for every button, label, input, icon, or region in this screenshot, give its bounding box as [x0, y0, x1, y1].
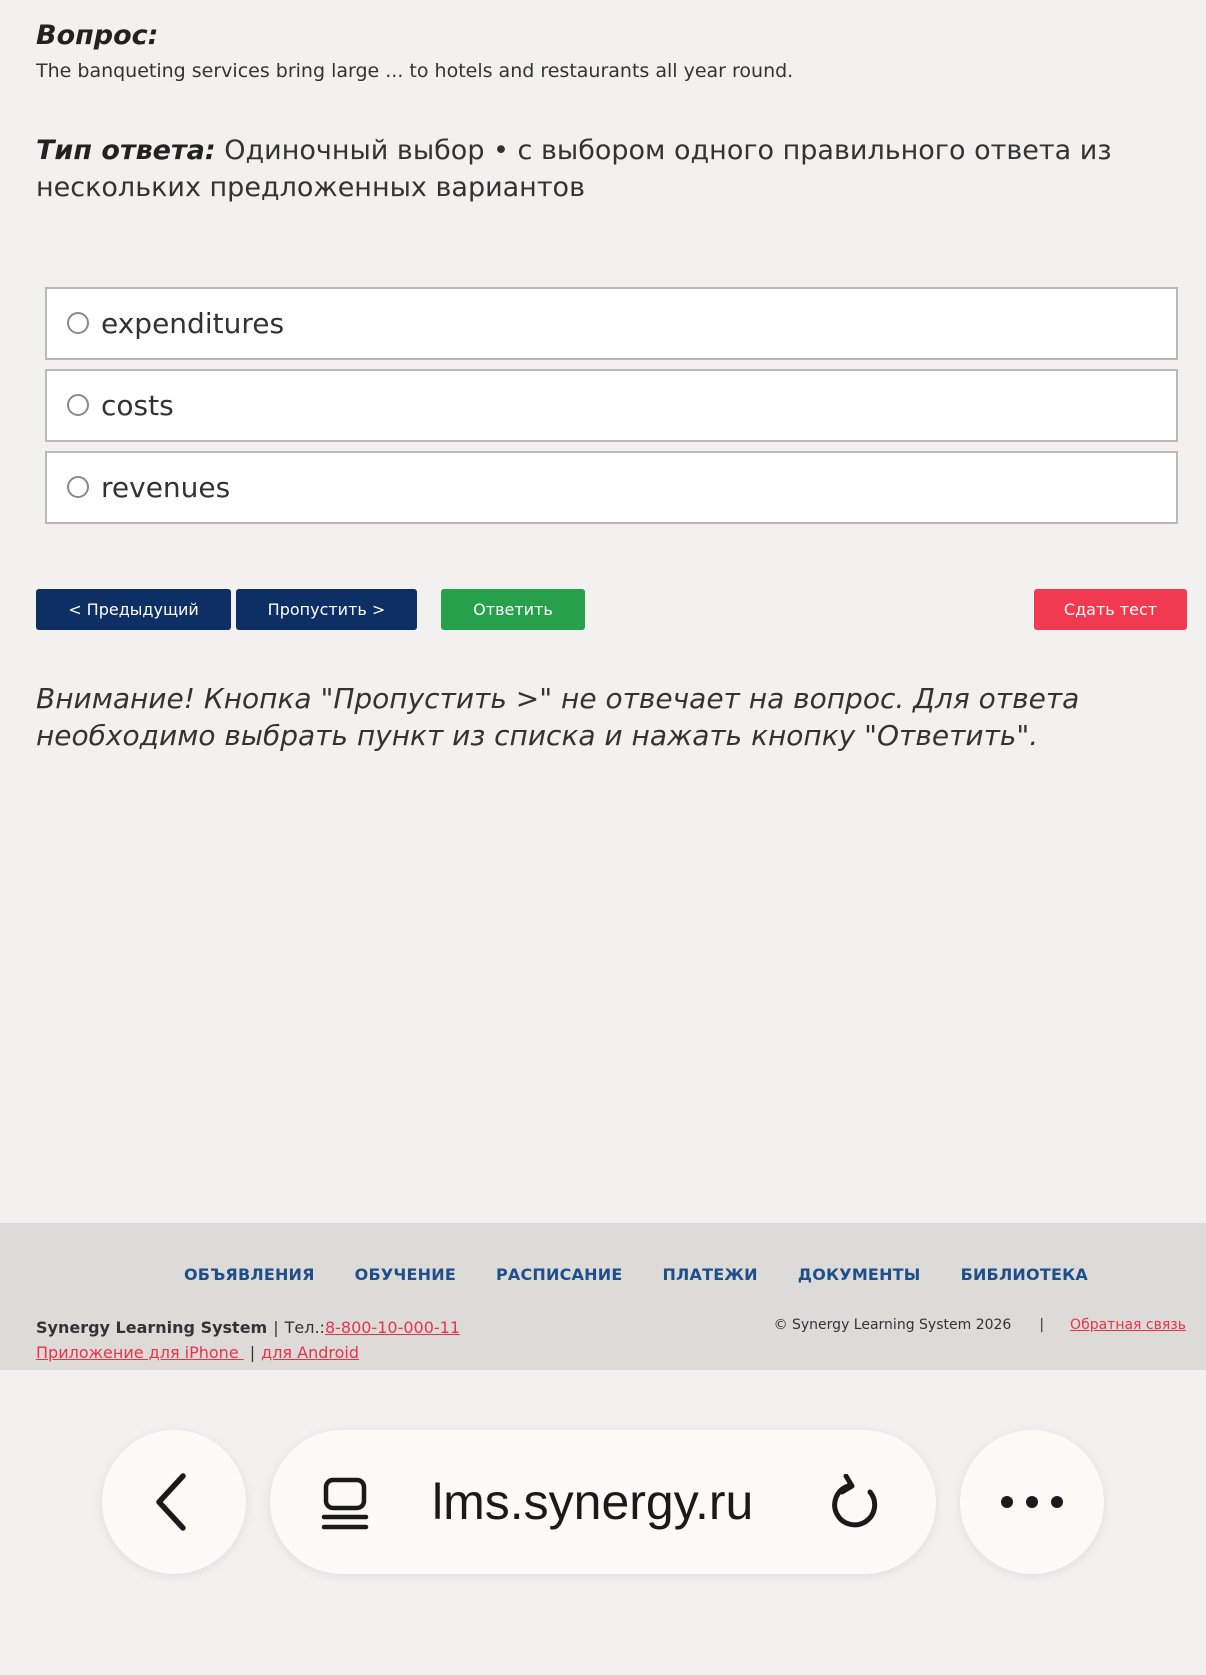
option-revenues[interactable] — [45, 451, 1178, 524]
footer-separator: | — [273, 1318, 279, 1337]
option-expenditures[interactable] — [45, 287, 1178, 360]
browser-toolbar — [0, 1370, 1206, 1675]
footer-separator: | — [249, 1343, 256, 1362]
radio-button[interactable] — [67, 394, 89, 416]
copyright-text: © Synergy Learning System 2026 — [773, 1317, 1012, 1333]
footer-nav-library[interactable]: БИБЛИОТЕКА — [960, 1265, 1088, 1284]
answer-type-label: Тип ответа: — [36, 135, 216, 166]
answer-options — [45, 287, 1178, 533]
option-label: expenditures — [101, 307, 285, 340]
android-app-link[interactable]: для Android — [261, 1343, 359, 1362]
footer-nav-schedule[interactable]: РАСПИСАНИЕ — [495, 1265, 623, 1284]
previous-button[interactable]: < Предыдущий — [36, 589, 231, 630]
answer-button[interactable]: Ответить — [441, 589, 585, 630]
browser-back-button[interactable] — [102, 1430, 246, 1574]
address-bar[interactable] — [270, 1430, 936, 1574]
feedback-link[interactable]: Обратная связь — [1070, 1317, 1186, 1333]
reader-mode-icon[interactable] — [320, 1476, 372, 1532]
footer — [0, 1223, 1206, 1370]
footer-separator: | — [1039, 1317, 1045, 1333]
finish-test-button[interactable]: Сдать тест — [1034, 589, 1187, 630]
iphone-app-link[interactable]: Приложение для iPhone — [36, 1343, 244, 1362]
skip-button[interactable]: Пропустить > — [236, 589, 417, 630]
phone-link[interactable]: 8-800-10-000-11 — [324, 1318, 461, 1337]
footer-nav-documents[interactable]: ДОКУМЕНТЫ — [797, 1265, 921, 1284]
url-text: lms.synergy.ru — [432, 1474, 754, 1530]
option-costs[interactable] — [45, 369, 1178, 442]
phone-label: Тел.: — [284, 1318, 325, 1337]
answer-type-value: Одиночный выбор • с выбором одного правильного ответа из нескольких предложенных вариантов — [36, 135, 1112, 203]
more-dots-icon — [999, 1494, 1065, 1510]
footer-nav-announcements[interactable]: ОБЪЯВЛЕНИЯ — [184, 1265, 315, 1284]
footer-contacts — [36, 1315, 460, 1365]
radio-button[interactable] — [67, 476, 89, 498]
footer-nav-education[interactable]: ОБУЧЕНИЕ — [354, 1265, 456, 1284]
footer-nav — [184, 1265, 1128, 1284]
option-label: revenues — [101, 471, 231, 504]
footer-nav-payments[interactable]: ПЛАТЕЖИ — [662, 1265, 758, 1284]
back-chevron-icon — [149, 1472, 199, 1532]
warning-text: Внимание! Кнопка "Пропустить >" не отвечает на вопрос. Для ответа необходимо выбрать пункт из списка и нажать кнопку "Ответить". — [36, 682, 1080, 752]
question-heading: Вопрос: — [36, 20, 159, 51]
option-label: costs — [101, 389, 174, 422]
reload-icon[interactable] — [830, 1474, 886, 1534]
footer-copyright-area — [774, 1317, 1186, 1333]
browser-more-button[interactable] — [960, 1430, 1104, 1574]
question-text: The banqueting services bring large ... to hotels and restaurants all year round. — [36, 60, 794, 82]
radio-button[interactable] — [67, 312, 89, 334]
answer-type — [36, 132, 1156, 206]
footer-brand: Synergy Learning System — [36, 1318, 268, 1337]
